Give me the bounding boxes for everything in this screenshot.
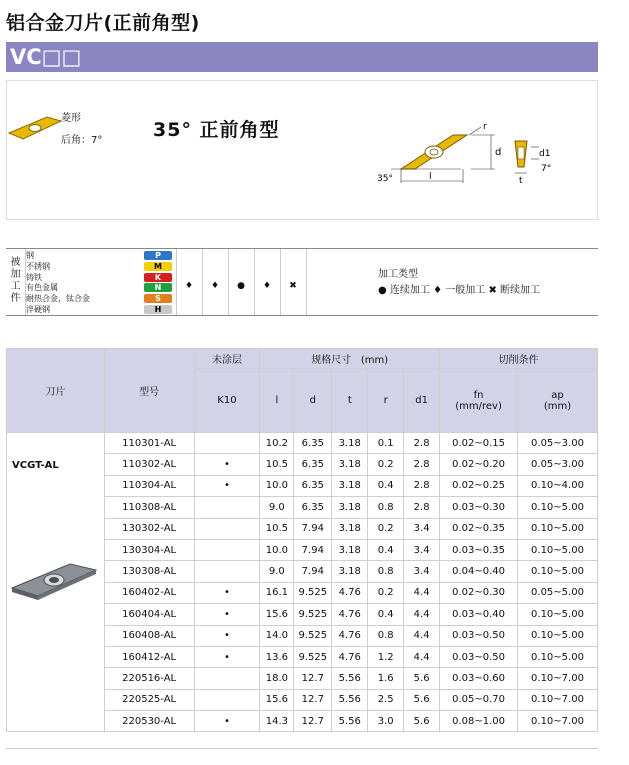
legend-label: 断续加工 bbox=[500, 285, 541, 296]
cell-r: 0.2 bbox=[368, 454, 404, 475]
header-r: r bbox=[368, 369, 404, 433]
insert-photo bbox=[8, 560, 100, 602]
cell-fn: 0.03~0.35 bbox=[440, 539, 518, 560]
header-fn bbox=[440, 369, 518, 433]
cell-ap: 0.05~3.00 bbox=[518, 433, 598, 454]
cell-d: 7.94 bbox=[294, 561, 332, 582]
cell-k10: • bbox=[194, 582, 260, 603]
cell-r: 0.8 bbox=[368, 497, 404, 518]
general-icon: ♦ bbox=[433, 285, 443, 296]
legend-label: 连续加工 bbox=[389, 285, 430, 296]
cell-t: 3.18 bbox=[332, 539, 368, 560]
cell-ap: 0.05~3.00 bbox=[518, 454, 598, 475]
header-ap bbox=[518, 369, 598, 433]
cell-k10: • bbox=[194, 711, 260, 732]
material-name: 淬硬钢 bbox=[26, 305, 50, 314]
cell-k10: • bbox=[194, 625, 260, 646]
cell-k10 bbox=[194, 561, 260, 582]
cell-t: 4.76 bbox=[332, 625, 368, 646]
material-name: 不锈钢 bbox=[26, 261, 50, 271]
header-fn-label: fn bbox=[473, 389, 484, 401]
insert-side-view bbox=[515, 141, 527, 167]
cell-t: 3.18 bbox=[332, 497, 368, 518]
cell-l: 10.5 bbox=[260, 454, 294, 475]
side-char: 件 bbox=[10, 293, 21, 304]
cell-r: 0.8 bbox=[368, 625, 404, 646]
cell-d1: 5.6 bbox=[404, 668, 440, 689]
material-code-badge: S bbox=[144, 294, 172, 303]
header-d: d bbox=[294, 369, 332, 433]
cell-model: 160408-AL bbox=[104, 625, 194, 646]
cell-model: 220525-AL bbox=[104, 689, 194, 710]
insert-info-panel bbox=[6, 80, 598, 220]
cell-l: 14.0 bbox=[260, 625, 294, 646]
cell-t: 5.56 bbox=[332, 668, 368, 689]
cell-fn: 0.02~0.15 bbox=[440, 433, 518, 454]
cell-fn: 0.03~0.60 bbox=[440, 668, 518, 689]
cell-d: 9.525 bbox=[294, 604, 332, 625]
cell-model: 220516-AL bbox=[104, 668, 194, 689]
rhombus-insert-icon bbox=[7, 115, 63, 141]
header-d1: d1 bbox=[404, 369, 440, 433]
legend-label: 一般加工 bbox=[445, 285, 486, 296]
cell-d: 6.35 bbox=[294, 454, 332, 475]
cell-d: 12.7 bbox=[294, 668, 332, 689]
cell-ap: 0.10~5.00 bbox=[518, 561, 598, 582]
header-fn-unit: (mm/rev) bbox=[455, 400, 502, 412]
header-ap-unit: (mm) bbox=[543, 400, 572, 412]
cell-k10: • bbox=[194, 454, 260, 475]
cell-fn: 0.05~0.70 bbox=[440, 689, 518, 710]
header-t: t bbox=[332, 369, 368, 433]
cell-r: 0.2 bbox=[368, 582, 404, 603]
cell-d1: 2.8 bbox=[404, 497, 440, 518]
header-spec-unit: (mm) bbox=[360, 355, 389, 366]
material-name: 耐热合金，钛合金 bbox=[26, 294, 90, 304]
cell-l: 14.3 bbox=[260, 711, 294, 732]
cell-ap: 0.10~5.00 bbox=[518, 604, 598, 625]
interrupted-icon: ✖ bbox=[488, 285, 497, 296]
cell-k10: • bbox=[194, 475, 260, 496]
cell-r: 0.1 bbox=[368, 433, 404, 454]
cell-r: 0.2 bbox=[368, 518, 404, 539]
material-name: 有色金属 bbox=[26, 283, 58, 293]
cell-d1: 2.8 bbox=[404, 475, 440, 496]
cell-ap: 0.10~5.00 bbox=[518, 625, 598, 646]
cell-ap: 0.10~4.00 bbox=[518, 475, 598, 496]
header-spec-label: 规格尺寸 bbox=[311, 355, 352, 366]
cell-d1: 2.8 bbox=[404, 433, 440, 454]
legend-row bbox=[378, 281, 540, 296]
cell-fn: 0.03~0.40 bbox=[440, 604, 518, 625]
cell-l: 10.0 bbox=[260, 475, 294, 496]
header-k10: K10 bbox=[194, 369, 260, 433]
cell-k10 bbox=[194, 433, 260, 454]
cell-d1: 5.6 bbox=[404, 689, 440, 710]
cell-fn: 0.08~1.00 bbox=[440, 711, 518, 732]
workpiece-material-section bbox=[6, 248, 598, 316]
cell-r: 0.4 bbox=[368, 475, 404, 496]
cell-k10 bbox=[194, 518, 260, 539]
side-char: 加 bbox=[10, 269, 21, 280]
cell-d1: 4.4 bbox=[404, 625, 440, 646]
cell-d: 12.7 bbox=[294, 689, 332, 710]
material-code-badge: N bbox=[144, 283, 172, 292]
cell-ap: 0.10~5.00 bbox=[518, 646, 598, 667]
cell-k10 bbox=[194, 539, 260, 560]
cell-model: 160402-AL bbox=[104, 582, 194, 603]
cell-r: 3.0 bbox=[368, 711, 404, 732]
continuous-icon: ● bbox=[378, 285, 387, 296]
material-code-badge: P bbox=[144, 251, 172, 260]
grid-line bbox=[280, 249, 281, 315]
cell-t: 3.18 bbox=[332, 475, 368, 496]
cell-t: 5.56 bbox=[332, 689, 368, 710]
cell-fn: 0.02~0.35 bbox=[440, 518, 518, 539]
grid-line bbox=[306, 249, 307, 315]
cell-d1: 3.4 bbox=[404, 539, 440, 560]
cell-ap: 0.10~7.00 bbox=[518, 689, 598, 710]
cell-r: 0.4 bbox=[368, 604, 404, 625]
dim-angle-label: 35° bbox=[377, 174, 393, 184]
cell-fn: 0.02~0.30 bbox=[440, 582, 518, 603]
cell-d1: 4.4 bbox=[404, 582, 440, 603]
cell-k10: • bbox=[194, 646, 260, 667]
cell-d1: 2.8 bbox=[404, 454, 440, 475]
cell-ap: 0.05~5.00 bbox=[518, 582, 598, 603]
cell-l: 16.1 bbox=[260, 582, 294, 603]
machining-type-symbol: ♦ bbox=[210, 281, 220, 292]
cell-t: 4.76 bbox=[332, 582, 368, 603]
grid-line bbox=[202, 249, 203, 315]
shape-label: 菱形 bbox=[61, 113, 81, 124]
cell-model: 220530-AL bbox=[104, 711, 194, 732]
side-char: 工 bbox=[10, 281, 21, 292]
dim-d-label: d bbox=[495, 147, 502, 158]
material-code-badge: H bbox=[144, 305, 172, 314]
cell-r: 0.4 bbox=[368, 539, 404, 560]
machining-type-symbol: ♦ bbox=[262, 281, 272, 292]
cell-ap: 0.10~5.00 bbox=[518, 497, 598, 518]
cell-r: 1.6 bbox=[368, 668, 404, 689]
cell-model: 130308-AL bbox=[104, 561, 194, 582]
cell-l: 15.6 bbox=[260, 604, 294, 625]
cell-t: 5.56 bbox=[332, 711, 368, 732]
cell-d1: 3.4 bbox=[404, 561, 440, 582]
table-row bbox=[7, 433, 598, 454]
cell-l: 15.6 bbox=[260, 689, 294, 710]
header-l: l bbox=[260, 369, 294, 433]
cell-d1: 4.4 bbox=[404, 604, 440, 625]
cell-l: 10.5 bbox=[260, 518, 294, 539]
cell-model: 130304-AL bbox=[104, 539, 194, 560]
cell-fn: 0.03~0.30 bbox=[440, 497, 518, 518]
header-uncoated: 未涂层 bbox=[194, 349, 260, 369]
cell-k10 bbox=[194, 668, 260, 689]
model-family-label: VCGT-AL bbox=[12, 460, 59, 471]
cell-ap: 0.10~7.00 bbox=[518, 711, 598, 732]
cell-l: 9.0 bbox=[260, 561, 294, 582]
cell-t: 3.18 bbox=[332, 454, 368, 475]
insert-top-view bbox=[401, 135, 467, 169]
cell-model: 160412-AL bbox=[104, 646, 194, 667]
grid-line bbox=[228, 249, 229, 315]
cell-d: 7.94 bbox=[294, 539, 332, 560]
machining-type-symbol: ● bbox=[237, 281, 245, 292]
cell-k10 bbox=[194, 497, 260, 518]
dim-clearance-label: 7° bbox=[541, 164, 552, 174]
cell-d1: 4.4 bbox=[404, 646, 440, 667]
cell-d: 12.7 bbox=[294, 711, 332, 732]
cell-d: 9.525 bbox=[294, 646, 332, 667]
clearance-angle-label: 后角：7° bbox=[61, 135, 103, 146]
material-code-badge: M bbox=[144, 262, 172, 271]
cell-d: 6.35 bbox=[294, 497, 332, 518]
dim-d1-label: d1 bbox=[539, 149, 551, 159]
legend-title: 加工类型 bbox=[378, 269, 418, 280]
cell-l: 10.0 bbox=[260, 539, 294, 560]
dim-t-label: t bbox=[519, 176, 523, 186]
cell-fn: 0.03~0.50 bbox=[440, 625, 518, 646]
cell-fn: 0.02~0.20 bbox=[440, 454, 518, 475]
cell-k10 bbox=[194, 689, 260, 710]
cell-d: 9.525 bbox=[294, 625, 332, 646]
cell-ap: 0.10~7.00 bbox=[518, 668, 598, 689]
cell-t: 3.18 bbox=[332, 561, 368, 582]
dim-l-label: l bbox=[429, 172, 432, 182]
page-title: 铝合金刀片(正前角型) bbox=[6, 12, 200, 34]
material-name: 铸铁 bbox=[26, 272, 42, 282]
header-spec bbox=[260, 349, 440, 369]
cell-t: 3.18 bbox=[332, 433, 368, 454]
grid-line bbox=[176, 249, 177, 315]
insert-type-heading: 35° 正前角型 bbox=[153, 119, 280, 141]
spec-table bbox=[6, 348, 598, 732]
cell-model: 110308-AL bbox=[104, 497, 194, 518]
side-char: 被 bbox=[10, 257, 21, 268]
grid-line bbox=[254, 249, 255, 315]
header-model: 型号 bbox=[104, 349, 194, 433]
cell-d: 6.35 bbox=[294, 475, 332, 496]
material-name: 钢 bbox=[26, 251, 34, 260]
cell-model: 110301-AL bbox=[104, 433, 194, 454]
cell-k10: • bbox=[194, 604, 260, 625]
material-code-badge: K bbox=[144, 273, 172, 282]
series-bar: VC□□ bbox=[6, 42, 598, 72]
cell-t: 3.18 bbox=[332, 518, 368, 539]
cell-r: 2.5 bbox=[368, 689, 404, 710]
cell-l: 10.2 bbox=[260, 433, 294, 454]
cell-fn: 0.03~0.50 bbox=[440, 646, 518, 667]
header-cutting: 切削条件 bbox=[440, 349, 598, 369]
machining-type-symbol: ♦ bbox=[184, 281, 194, 292]
cell-d1: 5.6 bbox=[404, 711, 440, 732]
cell-l: 13.6 bbox=[260, 646, 294, 667]
cell-t: 4.76 bbox=[332, 604, 368, 625]
cell-model: 110302-AL bbox=[104, 454, 194, 475]
cell-model: 130302-AL bbox=[104, 518, 194, 539]
cell-fn: 0.02~0.25 bbox=[440, 475, 518, 496]
machining-type-symbol: ✖ bbox=[289, 281, 297, 292]
cell-d: 9.525 bbox=[294, 582, 332, 603]
cell-r: 0.8 bbox=[368, 561, 404, 582]
cell-fn: 0.04~0.40 bbox=[440, 561, 518, 582]
cell-d1: 3.4 bbox=[404, 518, 440, 539]
cell-model: 160404-AL bbox=[104, 604, 194, 625]
cell-ap: 0.10~5.00 bbox=[518, 539, 598, 560]
cell-model: 110304-AL bbox=[104, 475, 194, 496]
cell-d: 7.94 bbox=[294, 518, 332, 539]
footer-line bbox=[6, 748, 598, 749]
dim-r-label: r bbox=[483, 122, 487, 132]
technical-drawing bbox=[371, 121, 571, 195]
cell-t: 4.76 bbox=[332, 646, 368, 667]
cell-l: 9.0 bbox=[260, 497, 294, 518]
header-insert: 刀片 bbox=[7, 349, 105, 433]
cell-ap: 0.10~5.00 bbox=[518, 518, 598, 539]
cell-r: 1.2 bbox=[368, 646, 404, 667]
cell-d: 6.35 bbox=[294, 433, 332, 454]
workpiece-side-label bbox=[6, 249, 26, 315]
header-ap-label: ap bbox=[551, 389, 564, 401]
cell-l: 18.0 bbox=[260, 668, 294, 689]
